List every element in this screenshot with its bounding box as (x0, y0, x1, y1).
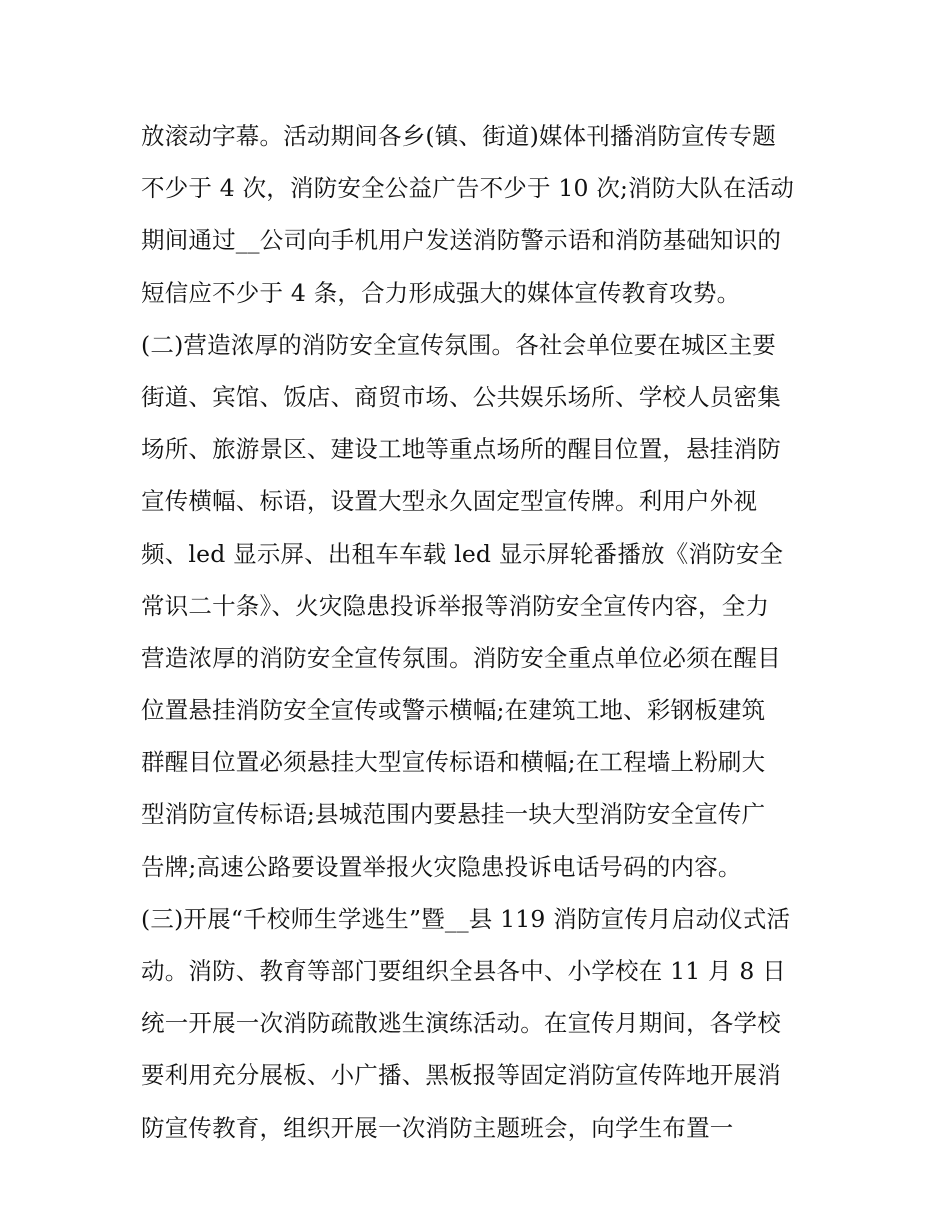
text-line: (二)营造浓厚的消防安全宣传氛围。各社会单位要在城区主要 (141, 330, 776, 359)
text-line: 场所、旅游景区、建设工地等重点场所的醒目位置，悬挂消防 (141, 435, 781, 464)
text-line: 位置悬挂消防安全宣传或警示横幅;在建筑工地、彩钢板建筑 (141, 696, 766, 725)
text-line: 告牌;高速公路要设置举报火灾隐患投诉电话号码的内容。 (141, 852, 742, 881)
text-line: 放滚动字幕。活动期间各乡(镇、街道)媒体刊播消防宣传专题 (141, 122, 776, 150)
text-line: 营造浓厚的消防安全宣传氛围。消防安全重点单位必须在醒目 (141, 643, 781, 672)
text-line: 街道、宾馆、饭店、商贸市场、公共娱乐场所、学校人员密集 (141, 382, 781, 411)
text-line: 不少于 4 次，消防安全公益广告不少于 10 次;消防大队在活动 (141, 174, 795, 203)
text-line: 统一开展一次消防疏散逃生演练活动。在宣传月期间，各学校 (141, 1009, 781, 1038)
text-line: 宣传横幅、标语，设置大型永久固定型宣传牌。利用户外视 (141, 487, 758, 516)
text-line: 要利用充分展板、小广播、黑板报等固定消防宣传阵地开展消 (141, 1061, 781, 1090)
text-line: (三)开展“千校师生学逃生”暨__县 119 消防宣传月启动仪式活 (141, 904, 791, 933)
text-line: 频、led 显示屏、出租车车载 led 显示屏轮番播放《消防安全 (141, 539, 784, 568)
text-line: 短信应不少于 4 条，合力形成强大的媒体宣传教育攻势。 (141, 278, 741, 307)
text-line: 期间通过__公司向手机用户发送消防警示语和消防基础知识的 (141, 226, 782, 255)
body-text (141, 110, 821, 1154)
text-line: 型消防宣传标语;县城范围内要悬挂一块大型消防安全宣传广 (141, 800, 766, 829)
text-line: 动。消防、教育等部门要组织全县各中、小学校在 11 月 8 日 (141, 957, 786, 985)
text-line: 防宣传教育，组织开展一次消防主题班会，向学生布置一 (141, 1113, 734, 1142)
text-line: 常识二十条》、火灾隐患投诉举报等消防安全宣传内容，全力 (141, 591, 770, 620)
text-line: 群醒目位置必须悬挂大型宣传标语和横幅;在工程墙上粉刷大 (141, 748, 766, 777)
